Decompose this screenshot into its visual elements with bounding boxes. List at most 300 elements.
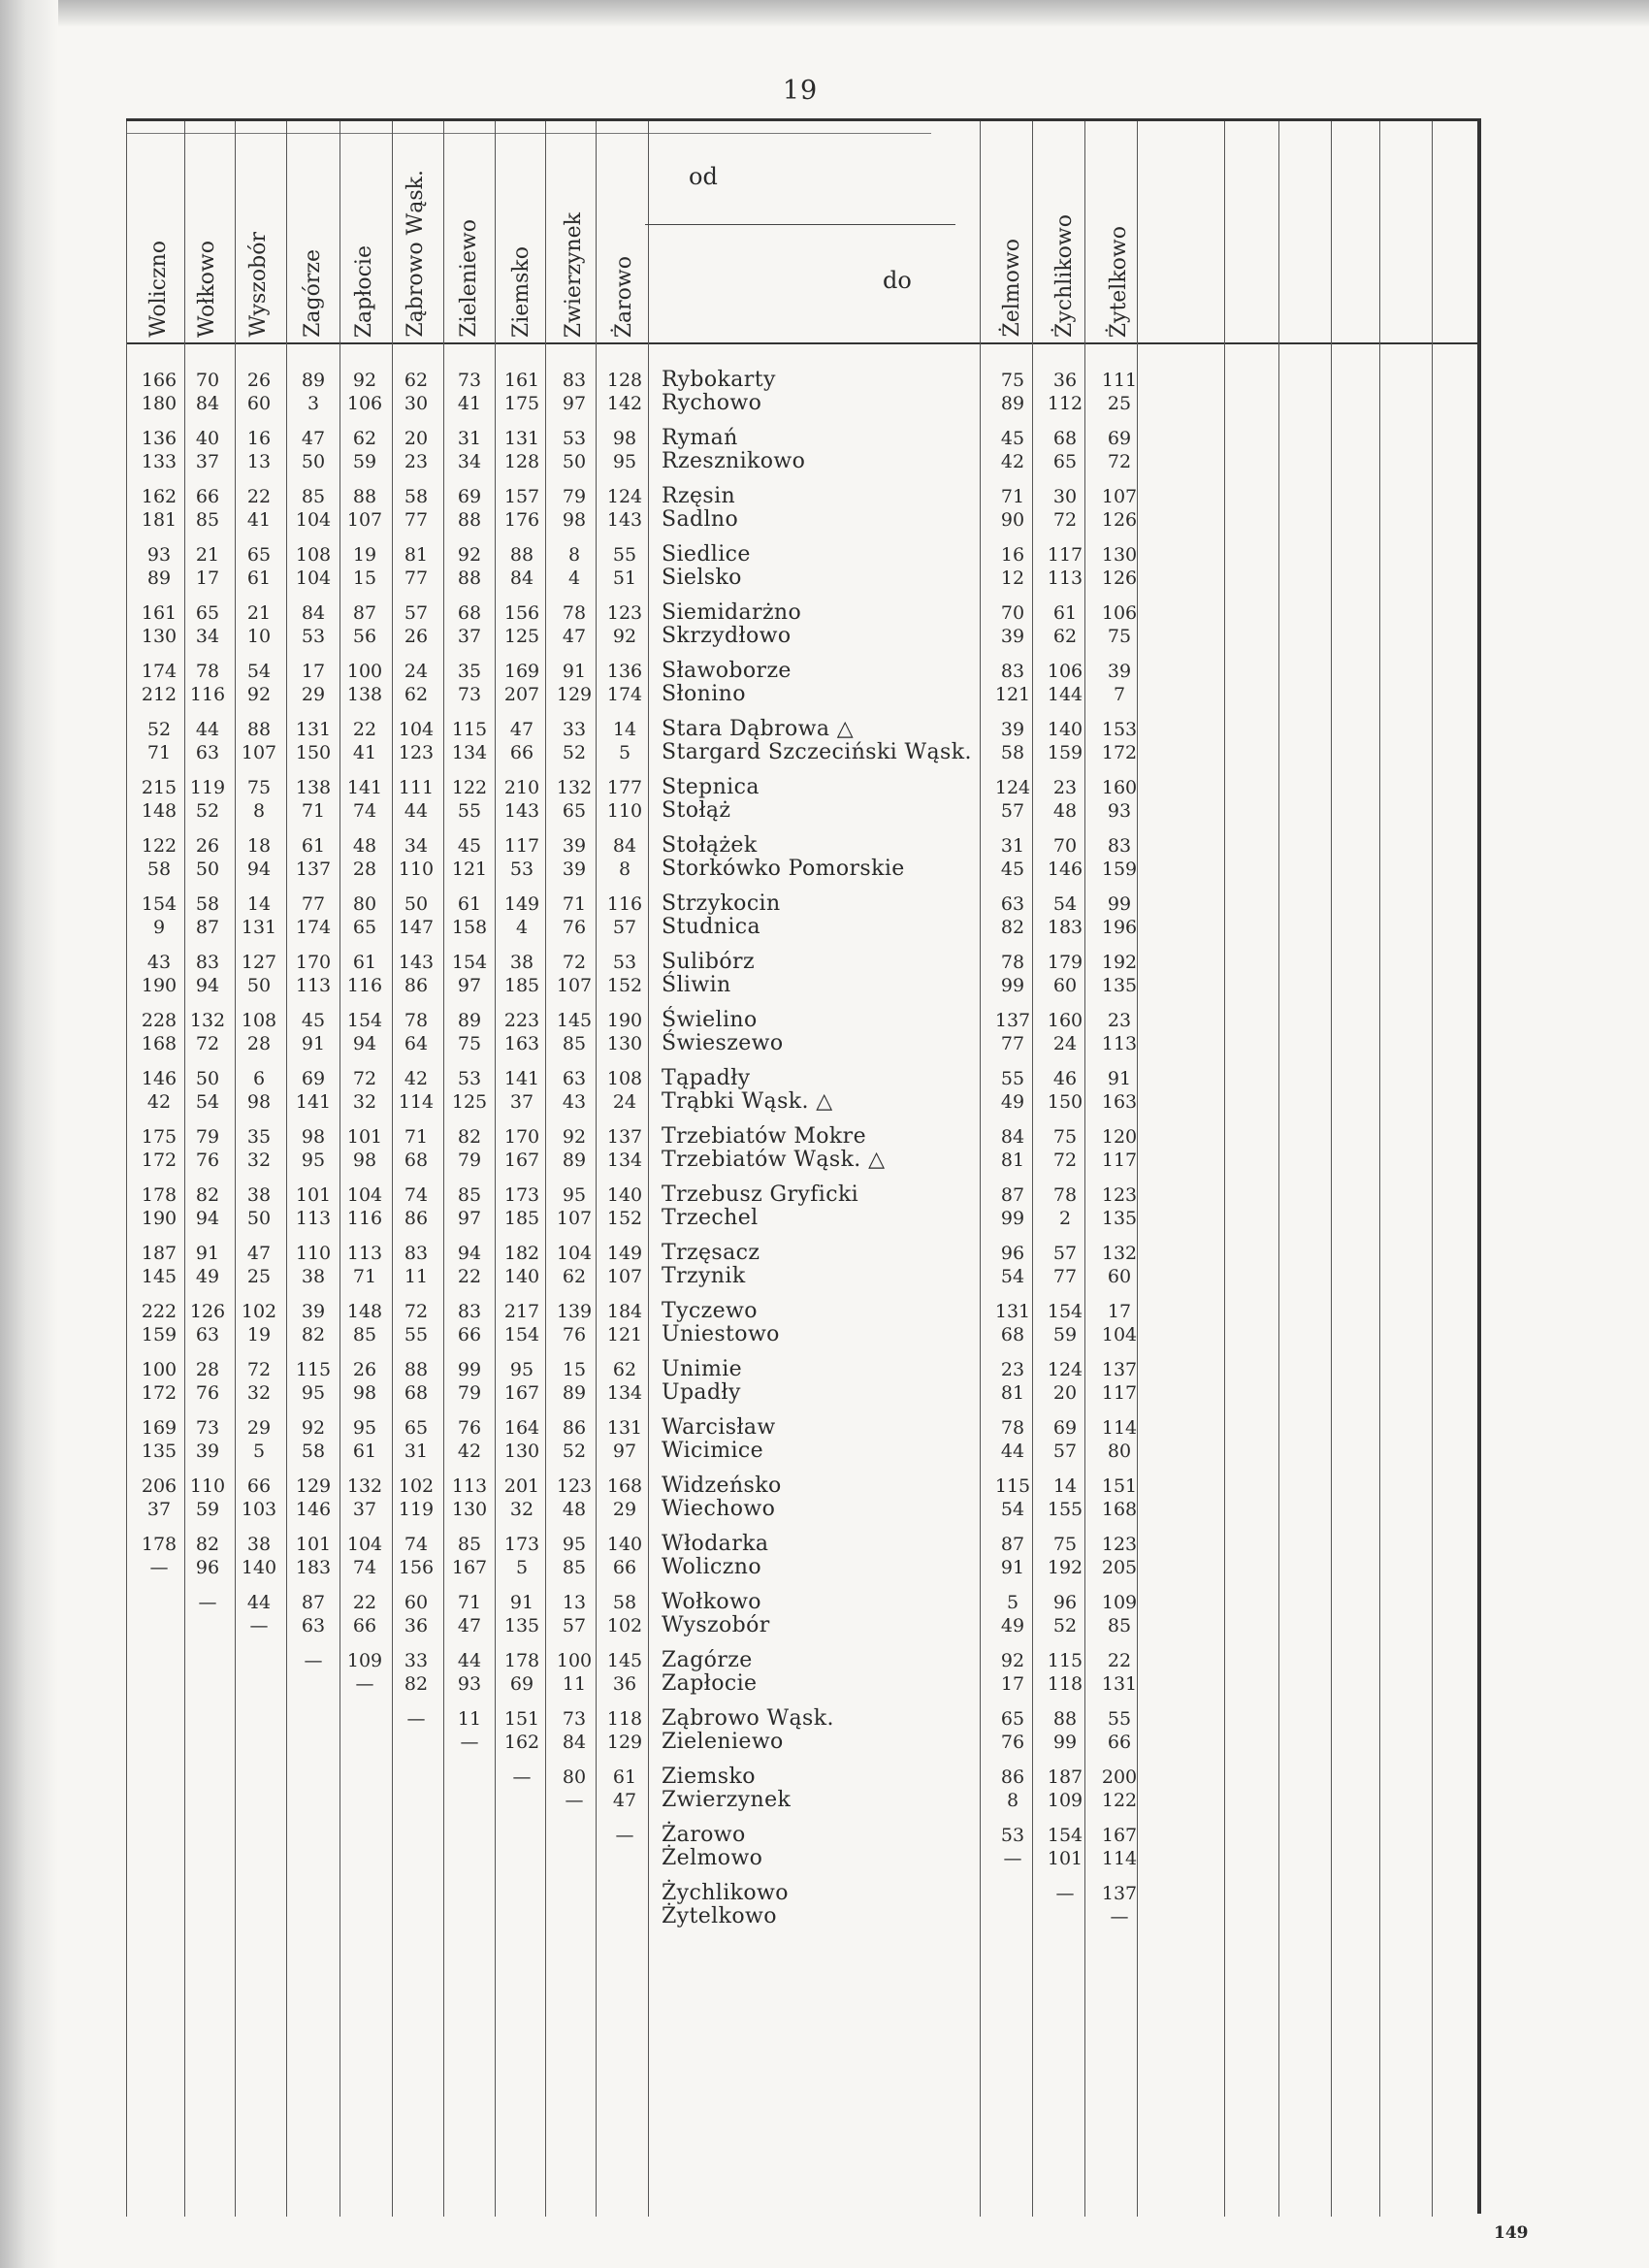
distance-value: 157 — [503, 486, 540, 507]
page-top-edge-shadow — [0, 0, 1649, 27]
distance-value: 34 — [457, 451, 482, 472]
column-header — [391, 134, 441, 338]
place-name: Upadły — [662, 1380, 741, 1405]
column-header-label: Zwierzynek — [562, 211, 586, 338]
distance-value: 12 — [1000, 567, 1025, 589]
distance-value: 162 — [503, 1732, 540, 1753]
distance-value: 103 — [241, 1499, 277, 1520]
distance-value: 83 — [457, 1301, 482, 1322]
distance-value: 107 — [346, 509, 383, 531]
distance-value: 79 — [457, 1382, 482, 1404]
place-name: Zieleniewo — [662, 1730, 784, 1754]
distance-value: 4 — [567, 567, 581, 589]
distance-value: 207 — [503, 684, 540, 705]
distance-value: 138 — [346, 684, 383, 705]
distance-value: 63 — [195, 1324, 220, 1345]
place-name: Tąpadły — [662, 1066, 751, 1090]
distance-value: 96 — [1000, 1243, 1025, 1264]
distance-value: 176 — [503, 509, 540, 531]
distance-value: 169 — [503, 661, 540, 682]
distance-value: 82 — [301, 1324, 326, 1345]
distance-value: 52 — [562, 742, 587, 763]
distance-value: 32 — [509, 1499, 534, 1520]
distance-value: 16 — [1000, 544, 1025, 566]
distance-value: 118 — [1047, 1673, 1083, 1695]
distance-value: 69 — [1052, 1417, 1078, 1439]
distance-value: 123 — [1101, 1184, 1138, 1206]
distance-value: 131 — [606, 1417, 643, 1439]
distance-value: 56 — [352, 626, 377, 647]
place-name: Słonino — [662, 682, 746, 706]
distance-value: 85 — [457, 1184, 482, 1206]
distance-value: 72 — [1052, 509, 1078, 531]
distance-value: 69 — [509, 1673, 534, 1695]
distance-value: 15 — [562, 1359, 587, 1380]
distance-value: 53 — [509, 859, 534, 880]
distance-value: 49 — [1000, 1091, 1025, 1113]
distance-value: 62 — [404, 370, 429, 391]
distance-value: 101 — [295, 1184, 332, 1206]
column-header — [1040, 134, 1090, 338]
distance-value: 113 — [1101, 1033, 1138, 1054]
distance-value: 156 — [398, 1557, 435, 1578]
distance-value: 71 — [1000, 486, 1025, 507]
distance-value: 28 — [246, 1033, 272, 1054]
distance-value: 41 — [457, 393, 482, 414]
distance-value: 94 — [352, 1033, 377, 1054]
distance-value: 37 — [195, 451, 220, 472]
place-name: Rybokarty — [662, 368, 776, 392]
distance-value: 88 — [457, 509, 482, 531]
distance-value: 38 — [246, 1534, 272, 1555]
distance-value: 137 — [1101, 1359, 1138, 1380]
distance-value: 68 — [457, 602, 482, 624]
place-name: Siemidarżno — [662, 600, 802, 625]
column-divider — [495, 121, 496, 2217]
distance-value: 8 — [618, 859, 631, 880]
distance-value: 131 — [241, 917, 277, 938]
distance-value: 86 — [404, 1208, 429, 1229]
column-divider — [1224, 121, 1225, 2217]
distance-value: 190 — [141, 975, 178, 996]
distance-value: 44 — [246, 1592, 272, 1613]
distance-value: 73 — [195, 1417, 220, 1439]
distance-value: 75 — [246, 777, 272, 798]
distance-value: 32 — [246, 1382, 272, 1404]
distance-value: 47 — [457, 1615, 482, 1636]
distance-value: 172 — [1101, 742, 1138, 763]
distance-value: 66 — [195, 486, 220, 507]
distance-value: 22 — [246, 486, 272, 507]
distance-value: 100 — [346, 661, 383, 682]
distance-value: 104 — [556, 1243, 593, 1264]
distance-value: 88 — [404, 1359, 429, 1380]
distance-value: 113 — [346, 1243, 383, 1264]
distance-value: 48 — [562, 1499, 587, 1520]
distance-value: 92 — [562, 1126, 587, 1148]
distance-value: 151 — [503, 1708, 540, 1730]
distance-value: 96 — [195, 1557, 220, 1578]
distance-value: 87 — [352, 602, 377, 624]
distance-value: 123 — [1101, 1534, 1138, 1555]
distance-value: 83 — [562, 370, 587, 391]
distance-value: 57 — [1052, 1243, 1078, 1264]
distance-value: 113 — [451, 1475, 488, 1497]
distance-value: 104 — [295, 509, 332, 531]
distance-value: 137 — [994, 1010, 1031, 1031]
distance-value: — — [406, 1708, 426, 1730]
distance-value: 76 — [195, 1382, 220, 1404]
distance-value: 178 — [141, 1534, 178, 1555]
distance-value: 72 — [562, 952, 587, 973]
distance-value: 140 — [241, 1557, 277, 1578]
distance-value: 123 — [556, 1475, 593, 1497]
distance-value: 117 — [1047, 544, 1083, 566]
distance-value: 87 — [301, 1592, 326, 1613]
distance-value: 65 — [1000, 1708, 1025, 1730]
distance-value: 172 — [141, 1150, 178, 1171]
distance-value: 215 — [141, 777, 178, 798]
place-name: Skrzydłowo — [662, 624, 792, 648]
distance-value: 99 — [1000, 975, 1025, 996]
distance-value: 135 — [1101, 975, 1138, 996]
distance-value: 148 — [141, 800, 178, 822]
distance-value: 39 — [562, 859, 587, 880]
column-header-label: Żytelkowo — [1107, 225, 1131, 338]
distance-value: 91 — [195, 1243, 220, 1264]
distance-value: 65 — [562, 800, 587, 822]
from-to-divider — [645, 224, 955, 225]
distance-value: 94 — [195, 975, 220, 996]
column-header — [340, 134, 390, 338]
distance-value: 94 — [246, 859, 272, 880]
from-label: od — [689, 163, 718, 190]
distance-value: 71 — [404, 1126, 429, 1148]
distance-value: 175 — [141, 1126, 178, 1148]
column-header-label: Zagórze — [301, 249, 325, 338]
distance-value: 14 — [1052, 1475, 1078, 1497]
distance-value: 98 — [246, 1091, 272, 1113]
distance-value: 175 — [503, 393, 540, 414]
distance-value: 183 — [1047, 917, 1083, 938]
distance-value: 42 — [457, 1441, 482, 1462]
distance-value: — — [249, 1615, 269, 1636]
place-name: Włodarka — [662, 1532, 769, 1556]
distance-value: 228 — [141, 1010, 178, 1031]
distance-value: 25 — [1107, 393, 1132, 414]
distance-value: 9 — [152, 917, 166, 938]
place-name: Studnica — [662, 915, 761, 939]
distance-value: 5 — [618, 742, 631, 763]
distance-value: 22 — [352, 719, 377, 740]
distance-value: 8 — [252, 800, 266, 822]
distance-value: 46 — [1052, 1068, 1078, 1089]
distance-value: — — [1055, 1883, 1075, 1904]
distance-value: 144 — [1047, 684, 1083, 705]
place-name: Zwierzynek — [662, 1788, 792, 1812]
distance-value: 117 — [503, 835, 540, 857]
distance-value: 86 — [404, 975, 429, 996]
distance-value: 121 — [606, 1324, 643, 1345]
distance-value: 23 — [1052, 777, 1078, 798]
distance-value: 40 — [195, 428, 220, 449]
distance-value: 44 — [404, 800, 429, 822]
column-header — [497, 134, 547, 338]
distance-value: 62 — [1052, 626, 1078, 647]
distance-value: 5 — [515, 1557, 529, 1578]
distance-value: 39 — [1000, 719, 1025, 740]
column-header-label: Żarowo — [612, 255, 636, 338]
distance-value: 183 — [295, 1557, 332, 1578]
distance-value: 177 — [606, 777, 643, 798]
distance-value: 117 — [1101, 1382, 1138, 1404]
distance-value: 81 — [404, 544, 429, 566]
distance-value: 168 — [1101, 1499, 1138, 1520]
distance-value: 96 — [1052, 1592, 1078, 1613]
column-header — [288, 134, 339, 338]
distance-value: 26 — [246, 370, 272, 391]
distance-value: 41 — [352, 742, 377, 763]
distance-value: 25 — [246, 1266, 272, 1287]
distance-value: 50 — [246, 1208, 272, 1229]
distance-value: 66 — [246, 1475, 272, 1497]
distance-value: 76 — [457, 1417, 482, 1439]
distance-value: 141 — [295, 1091, 332, 1113]
distance-value: 98 — [352, 1382, 377, 1404]
distance-value: 101 — [346, 1126, 383, 1148]
distance-value: 89 — [457, 1010, 482, 1031]
distance-value: 75 — [1000, 370, 1025, 391]
distance-value: 150 — [1047, 1091, 1083, 1113]
distance-value: — — [565, 1790, 584, 1811]
distance-value: 127 — [241, 952, 277, 973]
distance-value: 122 — [141, 835, 178, 857]
distance-value: 45 — [1000, 428, 1025, 449]
distance-value: 91 — [1107, 1068, 1132, 1089]
place-name: Tyczewo — [662, 1299, 758, 1323]
distance-value: 130 — [503, 1441, 540, 1462]
distance-value: 71 — [562, 893, 587, 915]
distance-value: 44 — [195, 719, 220, 740]
distance-value: 65 — [195, 602, 220, 624]
distance-value: 134 — [606, 1150, 643, 1171]
distance-value: 95 — [612, 451, 637, 472]
distance-value: 91 — [509, 1592, 534, 1613]
distance-value: 95 — [562, 1184, 587, 1206]
distance-value: 78 — [562, 602, 587, 624]
distance-value: 8 — [567, 544, 581, 566]
distance-value: 123 — [606, 602, 643, 624]
distance-value: 83 — [404, 1243, 429, 1264]
distance-value: 74 — [352, 800, 377, 822]
distance-value: 184 — [606, 1301, 643, 1322]
distance-value: 161 — [503, 370, 540, 391]
distance-value: 37 — [509, 1091, 534, 1113]
distance-value: 62 — [562, 1266, 587, 1287]
place-name: Wyszobór — [662, 1613, 770, 1637]
distance-value: 77 — [1000, 1033, 1025, 1054]
distance-value: 21 — [246, 602, 272, 624]
distance-value: 58 — [195, 893, 220, 915]
distance-value: 44 — [457, 1650, 482, 1671]
distance-value: 4 — [515, 917, 529, 938]
distance-value: 73 — [562, 1708, 587, 1730]
distance-value: 28 — [195, 1359, 220, 1380]
distance-value: 147 — [398, 917, 435, 938]
distance-value: 133 — [141, 451, 178, 472]
page-number: 19 — [782, 76, 819, 106]
distance-value: 169 — [141, 1417, 178, 1439]
distance-value: 58 — [612, 1592, 637, 1613]
distance-value: 76 — [562, 917, 587, 938]
distance-value: 100 — [556, 1650, 593, 1671]
distance-value: 167 — [503, 1382, 540, 1404]
distance-value: 107 — [556, 975, 593, 996]
distance-value: 43 — [562, 1091, 587, 1113]
distance-value: 121 — [994, 684, 1031, 705]
place-name: Stara Dąbrowa △ — [662, 717, 855, 741]
distance-value: 78 — [404, 1010, 429, 1031]
distance-value: 66 — [457, 1324, 482, 1345]
distance-value: 122 — [1101, 1790, 1138, 1811]
place-name: Żelmowo — [662, 1846, 763, 1870]
distance-value: — — [1003, 1848, 1022, 1869]
distance-value: 53 — [301, 626, 326, 647]
distance-value: 185 — [503, 1208, 540, 1229]
distance-value: 78 — [1052, 1184, 1078, 1206]
distance-value: 19 — [352, 544, 377, 566]
distance-value: 104 — [346, 1534, 383, 1555]
distance-value: 89 — [562, 1150, 587, 1171]
distance-value: 153 — [1101, 719, 1138, 740]
place-name: Woliczno — [662, 1555, 761, 1579]
distance-value: 172 — [141, 1382, 178, 1404]
distance-value: 108 — [606, 1068, 643, 1089]
place-name: Trzynik — [662, 1264, 746, 1288]
distance-value: 54 — [1052, 893, 1078, 915]
distance-value: 13 — [246, 451, 272, 472]
distance-value: 84 — [195, 393, 220, 414]
column-header-label: Żychlikowo — [1052, 214, 1077, 338]
distance-value: 11 — [404, 1266, 429, 1287]
column-header-label: Woliczno — [146, 241, 171, 338]
distance-value: 62 — [404, 684, 429, 705]
distance-value: 84 — [301, 602, 326, 624]
distance-value: 116 — [189, 684, 226, 705]
distance-value: 54 — [1000, 1499, 1025, 1520]
distance-value: 5 — [252, 1441, 266, 1462]
distance-value: 179 — [1047, 952, 1083, 973]
distance-value: 94 — [457, 1243, 482, 1264]
distance-value: 45 — [301, 1010, 326, 1031]
distance-value: 107 — [556, 1208, 593, 1229]
distance-value: 173 — [503, 1534, 540, 1555]
distance-value: 69 — [457, 486, 482, 507]
distance-value: 53 — [612, 952, 637, 973]
distance-value: 22 — [457, 1266, 482, 1287]
distance-value: 24 — [1052, 1033, 1078, 1054]
distance-value: 124 — [994, 777, 1031, 798]
distance-value: 94 — [195, 1208, 220, 1229]
distance-value: 123 — [398, 742, 435, 763]
distance-value: 182 — [503, 1243, 540, 1264]
place-name: Rzesznikowo — [662, 449, 806, 473]
distance-value: 181 — [141, 509, 178, 531]
distance-value: 114 — [398, 1091, 435, 1113]
corner-page-number: 149 — [1494, 2223, 1529, 2243]
distance-value: 92 — [612, 626, 637, 647]
distance-value: 74 — [352, 1557, 377, 1578]
distance-value: 115 — [1047, 1650, 1083, 1671]
distance-value: 145 — [606, 1650, 643, 1671]
distance-value: 160 — [1101, 777, 1138, 798]
distance-value: 59 — [195, 1499, 220, 1520]
place-name: Siedlice — [662, 542, 751, 567]
distance-value: 47 — [612, 1790, 637, 1811]
distance-value: 174 — [141, 661, 178, 682]
distance-value: 99 — [1052, 1732, 1078, 1753]
distance-value: 82 — [457, 1126, 482, 1148]
distance-value: 146 — [1047, 859, 1083, 880]
distance-value: 111 — [1101, 370, 1138, 391]
distance-value: 92 — [301, 1417, 326, 1439]
distance-value: 75 — [1052, 1534, 1078, 1555]
place-name: Warcisław — [662, 1415, 776, 1440]
place-name: Strzykocin — [662, 891, 781, 916]
distance-value: 52 — [562, 1441, 587, 1462]
column-header-label: Zieleniewo — [457, 219, 481, 338]
distance-value: 26 — [404, 626, 429, 647]
distance-value: 140 — [606, 1534, 643, 1555]
column-header — [182, 134, 233, 338]
distance-value: 34 — [195, 626, 220, 647]
distance-value: 71 — [146, 742, 172, 763]
distance-value: 88 — [352, 486, 377, 507]
column-header — [1094, 134, 1145, 338]
distance-value: 39 — [1107, 661, 1132, 682]
distance-value: 35 — [457, 661, 482, 682]
distance-value: 22 — [1107, 1650, 1132, 1671]
distance-value: 75 — [1052, 1126, 1078, 1148]
distance-value: 6 — [252, 1068, 266, 1089]
distance-value: 167 — [503, 1150, 540, 1171]
distance-value: 54 — [195, 1091, 220, 1113]
distance-value: 128 — [503, 451, 540, 472]
distance-value: 120 — [1101, 1126, 1138, 1148]
distance-value: 117 — [1101, 1150, 1138, 1171]
distance-value: 78 — [1000, 1417, 1025, 1439]
distance-value: 31 — [457, 428, 482, 449]
distance-value: 116 — [346, 1208, 383, 1229]
distance-value: 68 — [404, 1150, 429, 1171]
distance-value: 141 — [346, 777, 383, 798]
distance-value: 135 — [503, 1615, 540, 1636]
distance-value: 196 — [1101, 917, 1138, 938]
distance-value: 131 — [503, 428, 540, 449]
distance-value: 88 — [509, 544, 534, 566]
distance-value: 154 — [1047, 1825, 1083, 1846]
distance-value: 38 — [301, 1266, 326, 1287]
distance-value: 102 — [606, 1615, 643, 1636]
distance-value: 146 — [141, 1068, 178, 1089]
distance-value: 104 — [1101, 1324, 1138, 1345]
distance-value: 20 — [1052, 1382, 1078, 1404]
distance-value: 85 — [457, 1534, 482, 1555]
distance-value: — — [198, 1592, 217, 1613]
distance-value: 45 — [457, 835, 482, 857]
distance-value: 119 — [189, 777, 226, 798]
distance-value: 61 — [301, 835, 326, 857]
